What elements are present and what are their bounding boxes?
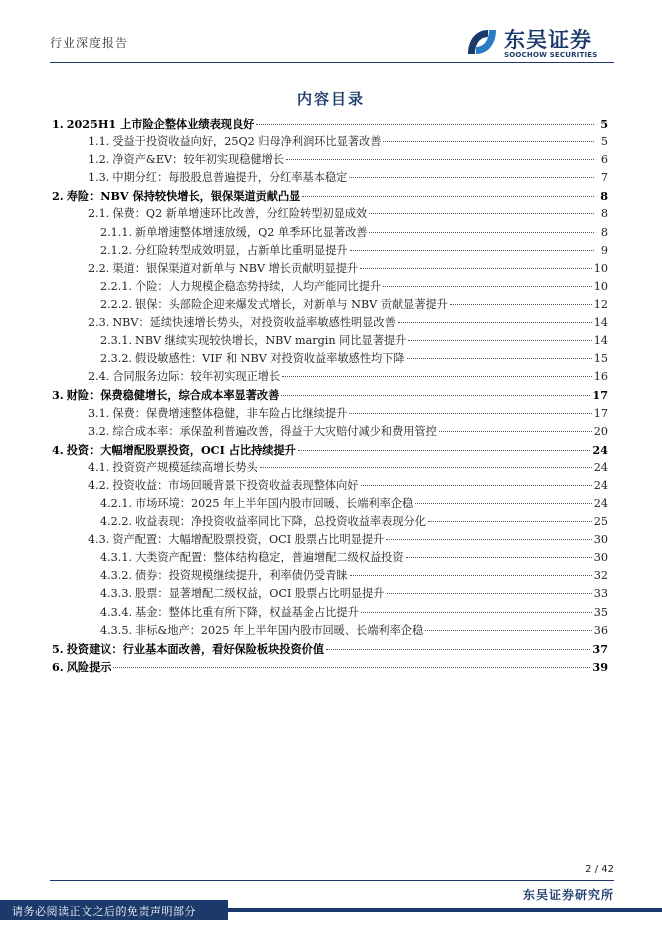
footer-bar-line xyxy=(228,908,662,912)
toc-entry-title: 市场环境：2025 年上半年国内股市回暖、长端利率企稳 xyxy=(135,496,414,510)
toc-entry-title: 收益表现：净投资收益率同比下降，总投资收益率表现分化 xyxy=(135,515,426,529)
toc-entry-number: 3. xyxy=(52,388,64,403)
toc-entry-number: 3.1. xyxy=(88,406,110,420)
toc-entry-title: 资产配置：大幅增配股票投资，OCI 股票占比明显提升 xyxy=(112,533,385,547)
toc-entry[interactable] xyxy=(48,658,608,676)
toc-entry[interactable] xyxy=(48,151,608,169)
toc-entry-number: 2.3.2. xyxy=(100,352,133,366)
toc-entry-title: 个险：人力规模企稳态势持续，人均产能同比提升 xyxy=(135,279,382,293)
header-divider xyxy=(50,62,614,63)
footer-divider xyxy=(50,880,614,881)
toc-entry-number: 3.2. xyxy=(88,424,110,438)
toc-entry-title: 非标&地产：2025 年上半年国内股市回暖、长端利率企稳 xyxy=(135,623,424,637)
toc-entry-number: 2.4. xyxy=(88,370,110,384)
toc-entry-number: 1.2. xyxy=(88,153,110,167)
toc-entry-page: 7 xyxy=(600,171,608,185)
soochow-logo-icon xyxy=(464,24,500,60)
toc-entry[interactable] xyxy=(48,531,608,549)
toc-entry-page: 36 xyxy=(593,623,608,637)
toc-dot-leader xyxy=(113,667,590,668)
toc-entry[interactable] xyxy=(48,640,608,658)
toc-entry-page: 33 xyxy=(593,587,608,601)
toc-entry-number: 2.2.2. xyxy=(100,297,133,311)
toc-entry[interactable] xyxy=(48,585,608,603)
toc-entry-title: 2025H1 上市险企整体业绩表现良好 xyxy=(66,117,255,131)
toc-entry-number: 4.2.2. xyxy=(100,515,133,529)
page-number: 2 / 42 xyxy=(585,864,614,875)
toc-dot-leader xyxy=(386,539,592,540)
toc-entry-page: 6 xyxy=(600,153,608,167)
toc-entry-title: 投资收益：市场回暖背景下投资收益表现整体向好 xyxy=(112,478,359,492)
toc-entry-number: 2.2.1. xyxy=(100,279,133,293)
toc-entry[interactable] xyxy=(48,604,608,622)
toc-entry[interactable] xyxy=(48,187,608,205)
toc-entry-number: 2.2. xyxy=(88,261,110,275)
toc-entry[interactable] xyxy=(48,314,608,332)
toc-dot-leader xyxy=(383,141,594,142)
toc-dot-leader xyxy=(350,250,594,251)
toc-entry-number: 4.2. xyxy=(88,478,110,492)
toc-entry-page: 24 xyxy=(592,442,608,457)
toc-dot-leader xyxy=(428,521,592,522)
toc-entry-title: 保费：保费增速整体稳健，非车险占比继续提升 xyxy=(112,406,348,420)
toc-entry-title: 分红险转型成效明显，占新单比重明显提升 xyxy=(135,243,348,257)
toc-entry[interactable] xyxy=(48,260,608,278)
toc-entry-number: 1.1. xyxy=(88,135,110,149)
toc-entry-page: 37 xyxy=(592,641,608,656)
toc-entry-title: 银保：头部险企迎来爆发式增长，对新单与 NBV 贡献显著提升 xyxy=(135,297,448,311)
toc-entry-number: 2. xyxy=(52,189,64,204)
toc-entry[interactable] xyxy=(48,350,608,368)
toc-dot-leader xyxy=(415,503,592,504)
toc-entry-page: 8 xyxy=(600,207,608,221)
toc-entry-number: 4.3.3. xyxy=(100,587,133,601)
footer-institute: 东吴证券研究所 xyxy=(522,888,614,902)
toc-entry-page: 10 xyxy=(593,261,608,275)
toc-entry-number: 5. xyxy=(52,641,64,656)
toc-entry-page: 14 xyxy=(593,316,608,330)
toc-dot-leader xyxy=(369,232,594,233)
toc-entry-number: 2.1.2. xyxy=(100,243,133,257)
toc-entry-number: 4.1. xyxy=(88,460,110,474)
toc-entry-page: 10 xyxy=(593,279,608,293)
toc-entry[interactable] xyxy=(48,477,608,495)
toc-entry[interactable] xyxy=(48,405,608,423)
toc-entry[interactable] xyxy=(48,549,608,567)
toc-entry-number: 2.3. xyxy=(88,316,110,330)
toc-entry-number: 4.3.2. xyxy=(100,569,133,583)
table-of-contents xyxy=(48,115,608,676)
toc-entry-number: 1. xyxy=(52,117,64,131)
toc-entry-page: 5 xyxy=(600,117,608,131)
toc-dot-leader xyxy=(407,358,592,359)
toc-entry-title: 渠道：银保渠道对新单与 NBV 增长贡献明显提升 xyxy=(112,261,359,275)
toc-entry[interactable] xyxy=(48,332,608,350)
toc-entry[interactable] xyxy=(48,622,608,640)
toc-entry-title: 投资：大幅增配股票投资，OCI 占比持续提升 xyxy=(66,442,296,457)
toc-entry-title: 债券：投资规模继续提升，利率债仍受青睐 xyxy=(135,569,348,583)
toc-entry-page: 14 xyxy=(593,334,608,348)
toc-title: 内容目录 xyxy=(296,90,365,108)
toc-dot-leader xyxy=(298,450,591,451)
toc-entry[interactable] xyxy=(48,115,608,133)
toc-entry-title: 投资建议：行业基本面改善，看好保险板块投资价值 xyxy=(66,641,325,656)
toc-entry-page: 24 xyxy=(593,496,608,510)
toc-entry-number: 1.3. xyxy=(88,171,110,185)
toc-entry-title: NBV：延续快速增长势头，对投资收益率敏感性明显改善 xyxy=(112,316,396,330)
toc-entry-title: 综合成本率：承保盈利普遍改善，得益于大灾赔付减少和费用管控 xyxy=(112,424,437,438)
toc-entry-number: 2.1. xyxy=(88,207,110,221)
toc-entry-page: 17 xyxy=(593,406,608,420)
toc-entry-title: 保费：Q2 新单增速环比改善，分红险转型初显成效 xyxy=(112,207,368,221)
toc-dot-leader xyxy=(369,213,594,214)
toc-entry-title: 受益于投资收益向好，25Q2 归母净利润环比显著改善 xyxy=(112,135,382,149)
toc-entry-title: 假设敏感性：VIF 和 NBV 对投资收益率敏感性均下降 xyxy=(135,352,405,366)
toc-entry-page: 8 xyxy=(600,225,608,239)
toc-dot-leader xyxy=(349,177,594,178)
toc-entry[interactable] xyxy=(48,169,608,187)
toc-dot-leader xyxy=(387,593,592,594)
toc-dot-leader xyxy=(286,159,594,160)
toc-entry-page: 15 xyxy=(593,352,608,366)
toc-entry-title: 风险提示 xyxy=(66,659,112,674)
toc-entry-page: 25 xyxy=(593,515,608,529)
toc-entry-page: 5 xyxy=(600,135,608,149)
toc-entry[interactable] xyxy=(48,459,608,477)
toc-dot-leader xyxy=(350,575,592,576)
toc-dot-leader xyxy=(326,649,590,650)
toc-dot-leader xyxy=(360,268,592,269)
toc-entry-number: 4.3. xyxy=(88,533,110,547)
logo-english-name: SOOCHOW SECURITIES xyxy=(504,51,598,59)
toc-entry-number: 4.3.4. xyxy=(100,605,133,619)
toc-entry-page: 9 xyxy=(600,243,608,257)
toc-entry-number: 2.1.1. xyxy=(100,225,133,239)
toc-entry-title: 净资产&EV：较年初实现稳健增长 xyxy=(112,153,285,167)
toc-entry-page: 39 xyxy=(592,659,608,674)
toc-entry-page: 30 xyxy=(593,533,608,547)
toc-entry-number: 4.3.5. xyxy=(100,623,133,637)
toc-entry[interactable] xyxy=(48,205,608,223)
toc-entry[interactable] xyxy=(48,423,608,441)
report-category: 行业深度报告 xyxy=(50,36,129,50)
toc-dot-leader xyxy=(349,413,591,414)
toc-entry-page: 16 xyxy=(593,370,608,384)
toc-entry-title: 合同服务边际：较年初实现正增长 xyxy=(112,370,281,384)
company-logo xyxy=(464,22,614,62)
toc-dot-leader xyxy=(282,376,592,377)
toc-dot-leader xyxy=(398,322,592,323)
toc-dot-leader xyxy=(425,630,592,631)
toc-entry-title: 新单增速整体增速放缓，Q2 单季环比显著改善 xyxy=(135,225,368,239)
toc-dot-leader xyxy=(406,557,592,558)
toc-entry-number: 4.3.1. xyxy=(100,551,133,565)
footer-disclaimer: 请务必阅读正文之后的免责声明部分 xyxy=(12,905,196,918)
toc-entry[interactable] xyxy=(48,133,608,151)
toc-entry[interactable] xyxy=(48,368,608,386)
toc-dot-leader xyxy=(439,431,592,432)
toc-dot-leader xyxy=(408,340,591,341)
toc-dot-leader xyxy=(281,395,590,396)
toc-entry-title: NBV 继续实现较快增长，NBV margin 同比显著提升 xyxy=(135,334,407,348)
toc-entry-number: 6. xyxy=(52,659,64,674)
toc-entry-page: 30 xyxy=(593,551,608,565)
toc-entry[interactable] xyxy=(48,224,608,242)
toc-dot-leader xyxy=(383,286,592,287)
toc-entry[interactable] xyxy=(48,441,608,459)
toc-entry-page: 24 xyxy=(593,478,608,492)
toc-entry-title: 中期分红：每股股息普遍提升，分红率基本稳定 xyxy=(112,171,348,185)
toc-entry[interactable] xyxy=(48,242,608,260)
toc-entry-page: 8 xyxy=(600,189,608,204)
toc-entry-title: 大类资产配置：整体结构稳定，普遍增配二级权益投资 xyxy=(135,551,404,565)
toc-dot-leader xyxy=(361,485,592,486)
toc-entry-number: 4.2.1. xyxy=(100,496,133,510)
toc-entry-page: 12 xyxy=(593,297,608,311)
toc-entry-page: 35 xyxy=(593,605,608,619)
toc-dot-leader xyxy=(260,467,592,468)
toc-entry[interactable] xyxy=(48,513,608,531)
toc-entry-title: 寿险：NBV 保持较快增长，银保渠道贡献凸显 xyxy=(66,189,301,204)
toc-dot-leader xyxy=(256,124,594,125)
toc-entry-page: 24 xyxy=(593,460,608,474)
toc-entry-title: 股票：显著增配二级权益，OCI 股票占比明显提升 xyxy=(135,587,385,601)
toc-entry[interactable] xyxy=(48,495,608,513)
toc-entry[interactable] xyxy=(48,386,608,404)
toc-entry-page: 32 xyxy=(593,569,608,583)
toc-dot-leader xyxy=(450,304,592,305)
toc-entry-title: 投资资产规模延续高增长势头 xyxy=(112,460,258,474)
toc-entry-page: 17 xyxy=(592,388,608,403)
toc-entry[interactable] xyxy=(48,278,608,296)
toc-entry[interactable] xyxy=(48,296,608,314)
toc-entry[interactable] xyxy=(48,567,608,585)
toc-entry-number: 2.3.1. xyxy=(100,334,133,348)
toc-entry-title: 基金：整体比重有所下降，权益基金占比提升 xyxy=(135,605,359,619)
toc-dot-leader xyxy=(302,196,594,197)
toc-dot-leader xyxy=(361,612,592,613)
toc-entry-title: 财险：保费稳健增长，综合成本率显著改善 xyxy=(66,388,280,403)
logo-chinese-name: 东吴证券 xyxy=(504,28,592,52)
toc-entry-number: 4. xyxy=(52,442,64,457)
toc-entry-page: 20 xyxy=(593,424,608,438)
